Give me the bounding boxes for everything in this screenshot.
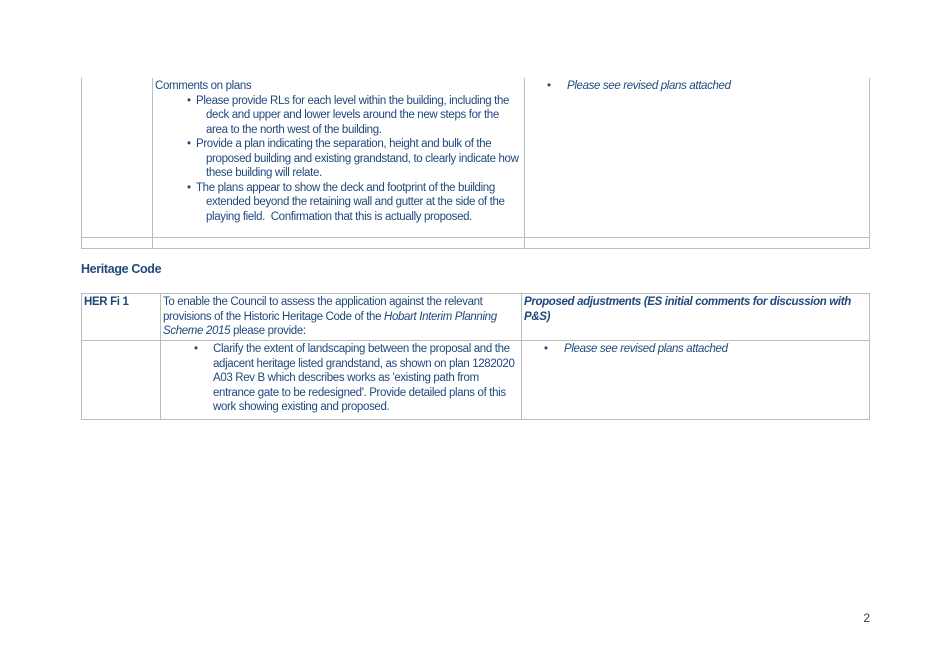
requirement-text: To enable the Council to assess the application against the relevant provisions of the Historic Heritage Code of the (163, 296, 483, 323)
bullet-icon: • (194, 343, 198, 355)
response-text: Please see revised plans attached (564, 343, 728, 355)
empty-cell (525, 238, 870, 249)
response-cell (525, 78, 870, 238)
bullet-text: The plans appear to show the deck and footprint of the building extended beyond the retaining wall and gutter at the side of the playing field. Confirmation that this is actually proposed. (196, 181, 508, 223)
table-row (82, 294, 870, 341)
bullet-icon: • (187, 94, 191, 107)
comments-cell (153, 78, 525, 238)
bullet-icon: • (187, 181, 191, 194)
table-row (82, 341, 870, 420)
requirement-cell (161, 294, 522, 341)
scheme-name-italic: Hobart Interim Planning Scheme 2015 (163, 310, 497, 337)
empty-cell (82, 238, 153, 249)
table-row-empty (82, 238, 870, 249)
ref-cell: HER Fi 1 (82, 294, 161, 341)
response-cell (522, 341, 870, 420)
bullet-text: Provide a plan indicating the separation, height and bulk of the proposed building and existing grandstand, to clearly indicate how these building will relate. (196, 138, 522, 179)
ref-cell-empty (82, 341, 161, 420)
list-item (527, 79, 867, 94)
bullet-text: Please provide RLs for each level within the building, including the deck and upper and lower levels around the new steps for the area to the north west of the building. (196, 94, 512, 136)
response-header-cell (522, 294, 870, 341)
table-row (82, 78, 870, 238)
requirement-text: please provide: (230, 325, 306, 337)
list-item (163, 342, 519, 415)
list-item (155, 137, 522, 181)
heritage-code-table (81, 293, 870, 420)
ref-cell-empty (82, 78, 153, 238)
comments-on-plans-table (81, 78, 870, 249)
list-item (524, 342, 867, 357)
bullet-icon: • (544, 343, 548, 355)
bullet-icon: • (187, 138, 191, 150)
list-item (155, 94, 522, 138)
bullet-text: Clarify the extent of landscaping between the proposal and the adjacent heritage listed grandstand, as shown on plan 1282020 A03 Rev B which describes works as 'existing path from entrance gate to be redesigned'. Provide detailed plans of this work showing existing and proposed. (213, 343, 517, 413)
empty-cell (153, 238, 525, 249)
comments-header: Comments on plans (155, 80, 252, 92)
bullet-icon: • (547, 80, 551, 92)
section-heading: Heritage Code (81, 262, 162, 276)
page-number: 2 (863, 611, 870, 625)
detail-cell (161, 341, 522, 420)
response-header-text: Proposed adjustments (ES initial comments for discussion with P&S) (524, 296, 851, 323)
list-item (155, 181, 522, 225)
response-text: Please see revised plans attached (567, 80, 731, 92)
